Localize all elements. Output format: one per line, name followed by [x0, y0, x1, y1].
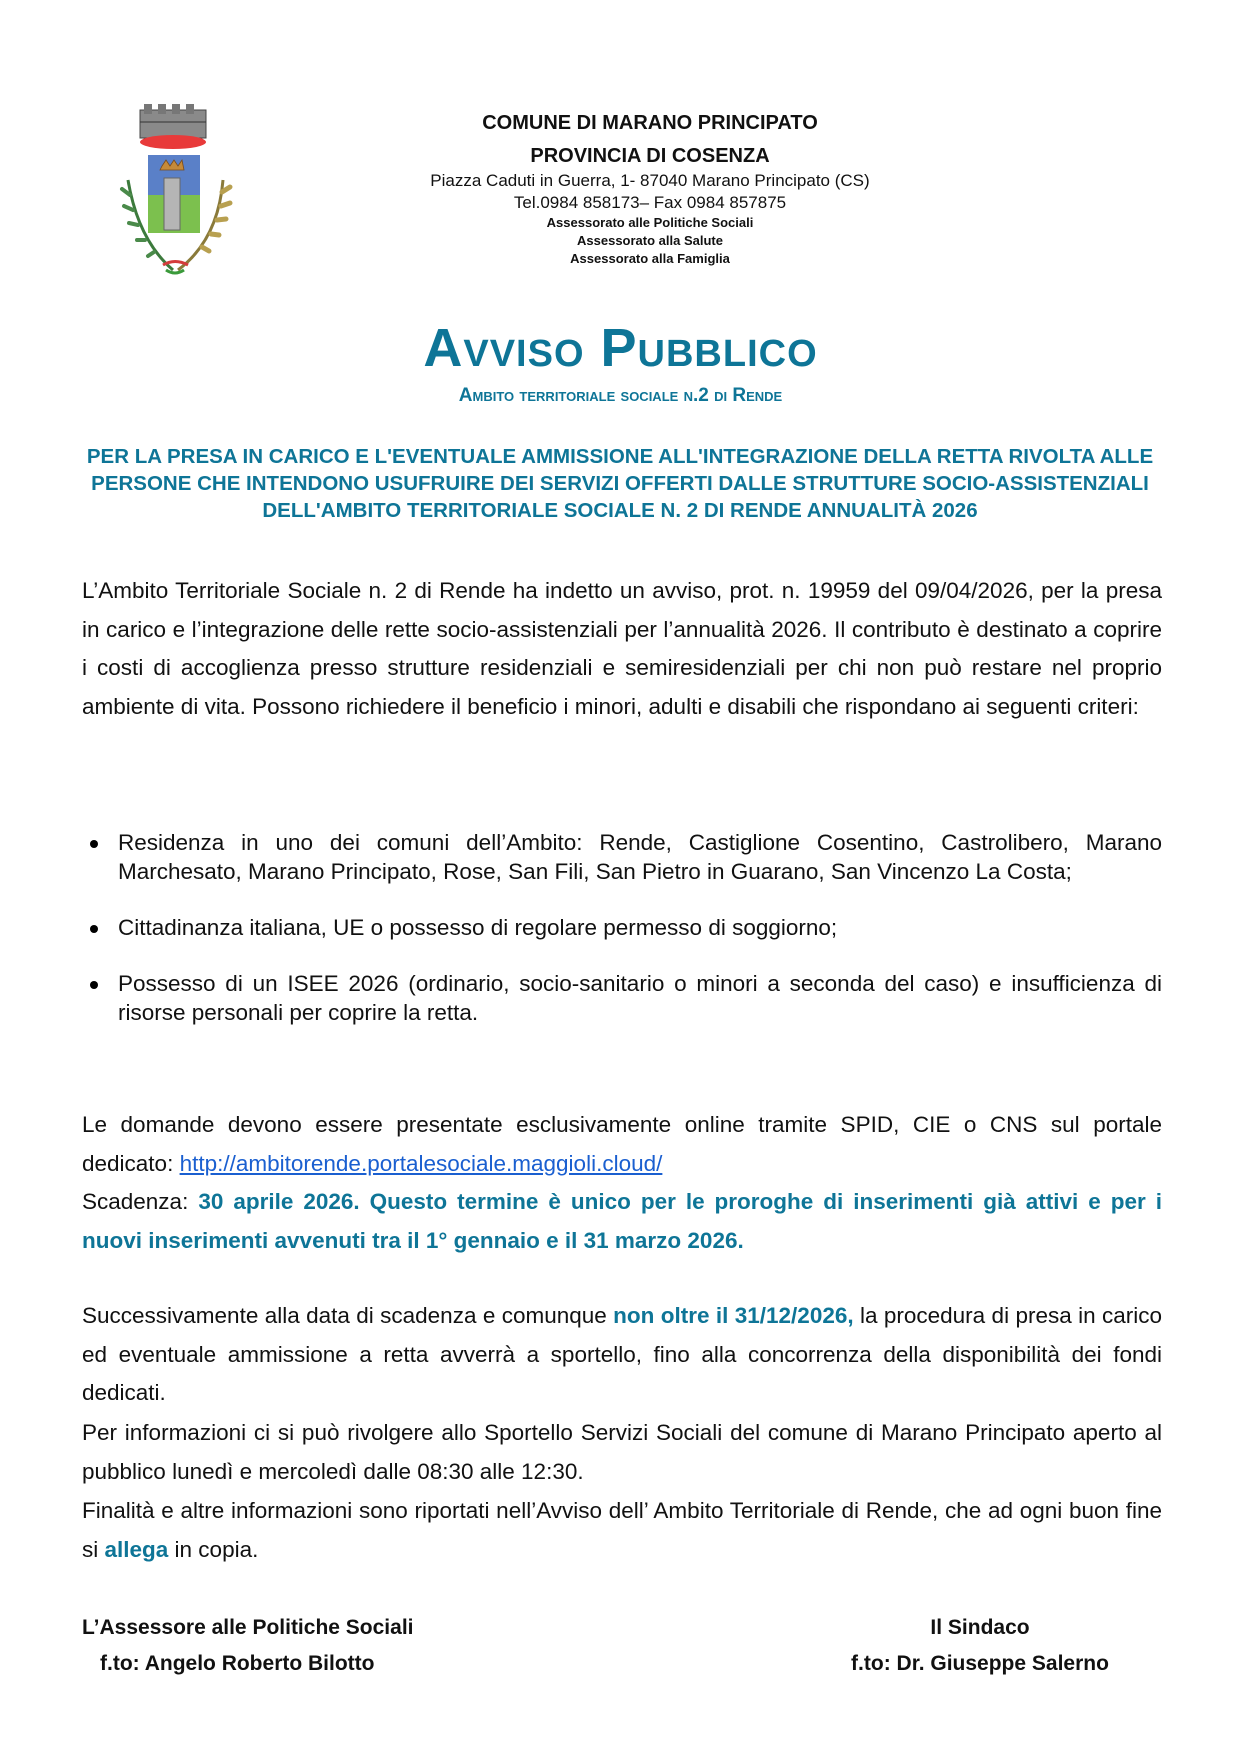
contacts: Tel.0984 858173– Fax 0984 857875	[513, 193, 787, 212]
document-subtitle: Ambito territoriale sociale n.2 di Rende	[458, 385, 783, 406]
after-deadline-paragraph	[82, 1297, 1162, 1413]
criteria-text: Possesso di un ISEE 2026 (ordinario, socio-sanitario o minori a seconda del caso) e insufficienza di risorse personali per coprire la retta.	[118, 971, 1162, 1025]
signature-role: Il Sindaco	[930, 1616, 1030, 1639]
bullet-icon	[90, 981, 98, 989]
assessore-signature	[82, 1610, 414, 1682]
criteria-text: Residenza in uno dei comuni dell’Ambito: Rende, Castiglione Cosentino, Castrolibero, Marano Marchesato, Marano Principato, Rose, San Fili, San Pietro in Guarano, San Vincenzo La Costa;	[118, 830, 1162, 884]
finality-text: Finalità e altre informazioni sono riportati nell’Avviso dell’ Ambito Territoriale di Rende, che ad ogni buon fine si	[82, 1498, 1162, 1562]
after-deadline-text: Successivamente alla data di scadenza e comunque	[82, 1303, 614, 1328]
criteria-item	[82, 913, 1162, 942]
comune-name: COMUNE DI MARANO PRINCIPATO	[482, 112, 818, 134]
deadline-label: Scadenza:	[82, 1189, 199, 1214]
signature-name: f.to: Angelo Roberto Bilotto	[100, 1652, 375, 1675]
provincia-name: PROVINCIA DI COSENZA	[530, 145, 770, 167]
criteria-item	[82, 828, 1162, 886]
bullet-icon	[90, 925, 98, 933]
criteria-text: Cittadinanza italiana, UE o possesso di regolare permesso di soggiorno;	[118, 915, 838, 940]
signature-role: L’Assessore alle Politiche Sociali	[82, 1616, 414, 1639]
finality-paragraph	[82, 1492, 1162, 1569]
assessorato: Assessorato alla Famiglia	[570, 251, 730, 266]
deadline-text: 30 aprile 2026. Questo termine è unico per le proroghe di inserimenti già attivi e per i nuovi inserimenti avvenuti tra il 1° gennaio e il 31 marzo 2026.	[82, 1189, 1162, 1253]
criteria-item	[82, 969, 1162, 1027]
after-deadline-text: la procedura di presa in carico ed eventuale ammissione a retta avverrà a sportello, fino alla concorrenza della disponibilità dei fondi dedicati.	[82, 1303, 1162, 1405]
criteria-list	[82, 828, 1162, 1027]
info-paragraph: Per informazioni ci si può rivolgere allo Sportello Servizi Sociali del comune di Marano Principato aperto al pubblico lunedì e mercoledì dalle 08:30 alle 12:30.	[82, 1420, 1162, 1484]
address: Piazza Caduti in Guerra, 1- 87040 Marano Principato (CS)	[430, 171, 870, 190]
assessorato: Assessorato alla Salute	[577, 233, 723, 248]
portal-link[interactable]: http://ambitorende.portalesociale.maggioli.cloud/	[179, 1150, 663, 1176]
bullet-icon	[90, 840, 98, 848]
application-paragraph	[82, 1106, 1162, 1260]
application-text: Le domande devono essere presentate esclusivamente online tramite SPID, CIE o CNS sul portale dedicato:	[82, 1112, 1162, 1176]
document-title: Avviso Pubblico	[423, 318, 818, 378]
attachment-highlight: allega	[104, 1536, 169, 1562]
sindaco-signature	[810, 1610, 1150, 1682]
signature-name: f.to: Dr. Giuseppe Salerno	[851, 1652, 1109, 1675]
letterhead	[300, 108, 1000, 268]
final-date-highlight: non oltre il 31/12/2026,	[613, 1303, 854, 1328]
intro-paragraph: L’Ambito Territoriale Sociale n. 2 di Rende ha indetto un avviso, prot. n. 19959 del 09/04/2026, per la presa in carico e l’integrazione delle rette socio-assistenziali per l’annualità 2026. Il contributo è destinato a coprire i costi di accoglienza presso strutture residenziali e semiresidenziali per chi non può restare nel proprio ambiente di vita. Possono richiedere il beneficio i minori, adulti e disabili che rispondano ai seguenti criteri:	[82, 578, 1162, 719]
coat-of-arms-icon	[118, 100, 248, 285]
assessorato: Assessorato alle Politiche Sociali	[546, 215, 754, 230]
notice-heading: PER LA PRESA IN CARICO E L'EVENTUALE AMMISSIONE ALL'INTEGRAZIONE DELLA RETTA RIVOLTA ALLE PERSONE CHE INTENDONO USUFRUIRE DEI SERVIZI OFFERTI DALLE STRUTTURE SOCIO-ASSISTENZIALI DELL'AMBITO TERRITORIALE SOCIALE N. 2 DI RENDE ANNUALITÀ 2026	[86, 445, 1154, 522]
finality-text: in copia.	[168, 1536, 259, 1562]
